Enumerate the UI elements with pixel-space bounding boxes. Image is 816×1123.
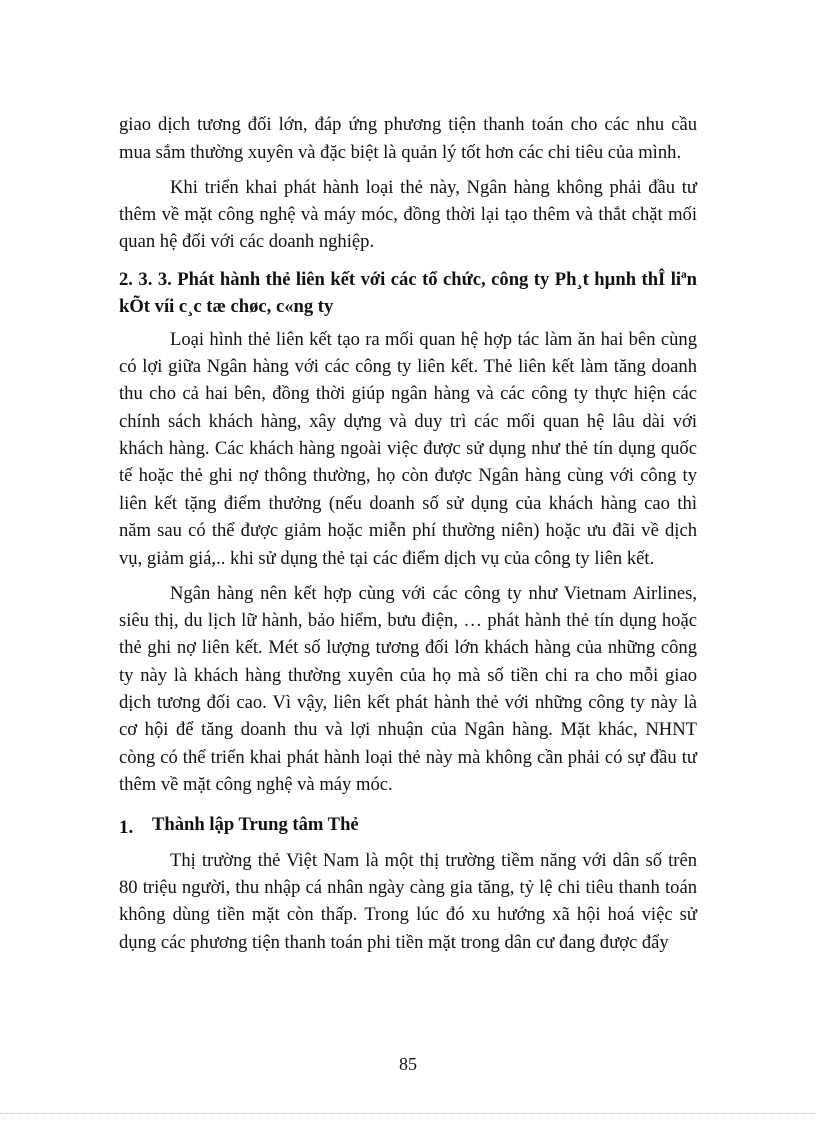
page-bottom-divider: [0, 1113, 816, 1114]
paragraph-line: chính sách khách hàng, xây dựng và duy trì các mối quan hệ lâu dài với: [119, 411, 697, 432]
paragraph-line: có lợi giữa Ngân hàng với các công ty liên kết. Thẻ liên kết làm tăng doanh: [119, 356, 697, 377]
paragraph-line: dụng các phương tiện thanh toán phi tiền mặt trong dân cư đang được đẩy: [119, 932, 669, 953]
paragraph-line: vụ, giảm giá,.. khi sử dụng thẻ tại các điểm dịch vụ của công ty liên kết.: [119, 548, 655, 569]
section-heading-continued: kÕt víi c¸c tæ chøc, c«ng ty: [119, 296, 334, 317]
paragraph-line: Khi triển khai phát hành loại thẻ này, Ngân hàng không phải đầu tư: [170, 177, 697, 198]
paragraph-line: còng có thể triển khai phát hành loại thẻ này mà không cần phải có sự đầu tư: [119, 747, 697, 768]
paragraph-line: giao dịch tương đối lớn, đáp ứng phương tiện thanh toán cho các nhu cầu: [119, 114, 697, 135]
paragraph-line: tế hoặc thẻ ghi nợ thông thường, họ còn được Ngân hàng cùng với công ty: [119, 465, 697, 486]
paragraph-line: thẻ ghi nợ liên kết. Mét số lượng tương đối lớn khách hàng của những công: [119, 637, 697, 658]
paragraph-line: năm sau có thể được giảm hoặc miễn phí thường niên) hoặc ưu đãi về dịch: [119, 520, 697, 541]
paragraph-line: cơ hội để tăng doanh thu và lợi nhuận của Ngân hàng. Mặt khác, NHNT: [119, 719, 697, 740]
paragraph-line: thêm về mặt công nghệ và máy móc, đồng thời lại tạo thêm và thắt chặt mối: [119, 204, 697, 225]
paragraph-line: dịch tương đối cao. Vì vậy, liên kết phát hành thẻ với những công ty này là: [119, 692, 697, 713]
section-number: 1.: [119, 817, 134, 838]
paragraph-line: thêm về mặt công nghệ và máy móc.: [119, 774, 393, 795]
section-title: Thành lập Trung tâm Thẻ: [152, 814, 359, 835]
paragraph-line: ty này là khách hàng thường xuyên của họ mà số tiền chi ra cho mỗi giao: [119, 665, 697, 686]
paragraph-line: liên kết tặng điểm thưởng (nếu doanh số sử dụng của khách hàng cao thì: [119, 493, 697, 514]
paragraph-line: Loại hình thẻ liên kết tạo ra mối quan hệ hợp tác làm ăn hai bên cùng: [170, 329, 697, 350]
page-number: 85: [399, 1054, 417, 1074]
paragraph-line: 80 triệu người, thu nhập cá nhân ngày càng gia tăng, tỷ lệ chi tiêu thanh toán: [119, 877, 697, 898]
paragraph-line: siêu thị, du lịch lữ hành, bảo hiểm, bưu điện, … phát hành thẻ tín dụng hoặc: [119, 610, 697, 631]
paragraph-line: quan hệ đối với các doanh nghiệp.: [119, 231, 375, 252]
paragraph-line: Ngân hàng nên kết hợp cùng với các công ty như Vietnam Airlines,: [170, 583, 697, 604]
paragraph-line: thu cho cả hai bên, đồng thời giúp ngân hàng và các công ty thực hiện các: [119, 383, 697, 404]
section-heading: 2. 3. 3. Phát hành thẻ liên kết với các tổ chức, công ty Ph¸t hµnh thÎ liªn: [119, 269, 697, 290]
paragraph-line: Thị trường thẻ Việt Nam là một thị trường tiềm năng với dân số trên: [170, 850, 697, 871]
paragraph-line: khách hàng. Các khách hàng ngoài việc được sử dụng như thẻ tín dụng quốc: [119, 438, 697, 459]
paragraph-line: không dùng tiền mặt còn thấp. Trong lúc đó xu hướng xã hội hoá việc sử: [119, 904, 697, 925]
paragraph-line: mua sắm thường xuyên và đặc biệt là quản lý tốt hơn các chi tiêu của mình.: [119, 142, 682, 163]
